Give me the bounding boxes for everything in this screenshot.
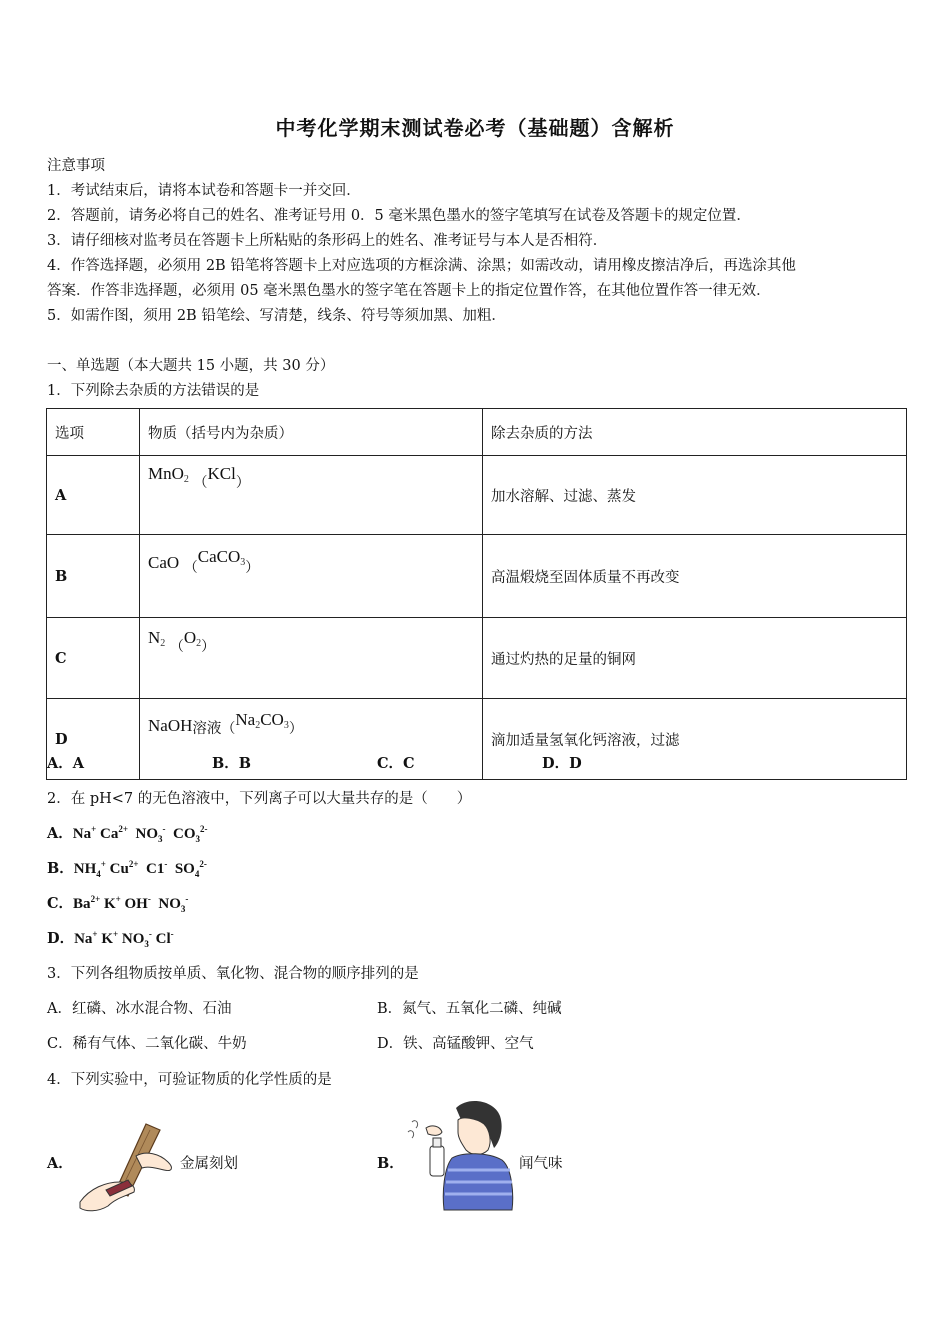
impurity-formula: $O_2$ (183, 628, 202, 649)
question-2-option-d: D．Na+ K+ $NO_3^-$ Cl- (47, 929, 174, 949)
impurity-formula: $Na_2CO_3$ (235, 710, 289, 731)
question-4-stem: 4．下列实验中，可验证物质的化学性质的是 (47, 1072, 332, 1088)
metal-scratch-illustration-icon (76, 1116, 181, 1216)
table-header-cell: 选项 (47, 409, 140, 456)
question-4-option-a-caption: 金属刻划 (180, 1156, 238, 1172)
substance-formula: CaO (148, 553, 180, 572)
substance-formula: $N_2$ (148, 628, 166, 649)
question-4-option-b-label: B． (377, 1155, 404, 1172)
method-cell: 滴加适量氢氧化钙溶液，过滤 (483, 699, 907, 780)
impurity-formula: CaCO$_3$ (197, 547, 246, 568)
question-3-option-a: A．红磷、冰水混合物、石油 (47, 1001, 232, 1017)
table-row: B CaO （CaCO$_3$） 高温煅烧至固体质量不再改变 (47, 535, 907, 618)
notice-heading: 注意事项 (47, 158, 105, 174)
impurity-formula: KCl (207, 464, 236, 483)
question-4-option-a-label: A． (47, 1155, 73, 1172)
notice-item: 5．如需作图，须用 2B 铅笔绘、写清楚，线条、符号等须加黑、加粗． (47, 308, 506, 324)
answer-option: D．D (542, 755, 582, 772)
question-2-option-a: A．Na+ $Ca^{2+}$ $NO_3^-$ $CO_3^{2-}$ (47, 824, 208, 844)
table-row: D NaOH溶液$(Na_2CO_3)$ 滴加适量氢氧化钙溶液，过滤 (47, 699, 907, 780)
solution-label: 溶液 (192, 721, 222, 737)
notice-item: 答案．作答非选择题，必须用 05 毫米黑色墨水的签字笔在答题卡上的指定位置作答，在其他位置作答一律无效． (47, 283, 771, 299)
question-3-stem: 3．下列各组物质按单质、氧化物、混合物的顺序排列的是 (47, 966, 419, 982)
method-cell: 通过灼热的足量的铜网 (483, 618, 907, 699)
table-header-cell: 除去杂质的方法 (483, 409, 907, 456)
option-label: B (55, 567, 68, 585)
notice-item: 3．请仔细核对监考员在答题卡上所粘贴的条形码上的姓名、准考证号与本人是否相符． (47, 233, 608, 249)
method-cell: 加水溶解、过滤、蒸发 (483, 456, 907, 535)
smell-gas-illustration-icon (404, 1098, 519, 1213)
answer-option: C．C (377, 755, 415, 772)
question-3-option-d: D．铁、高锰酸钾、空气 (377, 1036, 534, 1052)
notice-item: 2．答题前，请务必将自己的姓名、准考证号用 0．5 毫米黑色墨水的签字笔填写在试卷及答题卡的规定位置． (47, 208, 751, 224)
question-2-option-c: C．$Ba^{2+}$ K+ OH- $NO_3^-$ (47, 894, 189, 914)
table-header-cell: 物质（括号内为杂质） (140, 409, 483, 456)
question-3-option-b: B．氮气、五氧化二磷、纯碱 (377, 1001, 562, 1017)
answer-option: B．B (212, 755, 252, 772)
substance-formula: NaOH (148, 716, 193, 735)
question-2-stem: 2．在 pH<7 的无色溶液中，下列离子可以大量共存的是（ ） (47, 791, 472, 807)
substance-formula: MnO$_2$ (148, 464, 189, 485)
page-title: 中考化学期末测试卷必考（基础题）含解析 (275, 116, 675, 140)
option-label: D (55, 730, 68, 748)
option-label: C (55, 649, 67, 667)
method-cell: 高温煅烧至固体质量不再改变 (483, 535, 907, 618)
section-heading: 一、单选题（本大题共 15 小题，共 30 分） (47, 358, 335, 374)
question-1-stem: 1．下列除去杂质的方法错误的是 (47, 383, 260, 399)
question-3-option-c: C．稀有气体、二氧化碳、牛奶 (47, 1036, 247, 1052)
question-4-option-b-caption: 闻气味 (519, 1156, 563, 1172)
question-2-option-b: B．$NH_4^+$ $Cu^{2+}$ C1- $SO_4^{2-}$ (47, 859, 207, 879)
question-1-table (46, 408, 907, 780)
notice-item: 4．作答选择题，必须用 2B 铅笔将答题卡上对应选项的方框涂满、涂黑；如需改动，请用橡皮擦洁净后，再选涂其他 (47, 258, 796, 274)
table-row: A MnO$_2$ （KCl） 加水溶解、过滤、蒸发 (47, 456, 907, 535)
table-header-row (47, 409, 907, 456)
option-label: A (55, 486, 67, 504)
table-row: C $N_2$ $(O_2)$ 通过灼热的足量的铜网 (47, 618, 907, 699)
answer-option: A．A (47, 755, 85, 772)
notice-item: 1．考试结束后，请将本试卷和答题卡一并交回． (47, 183, 361, 199)
